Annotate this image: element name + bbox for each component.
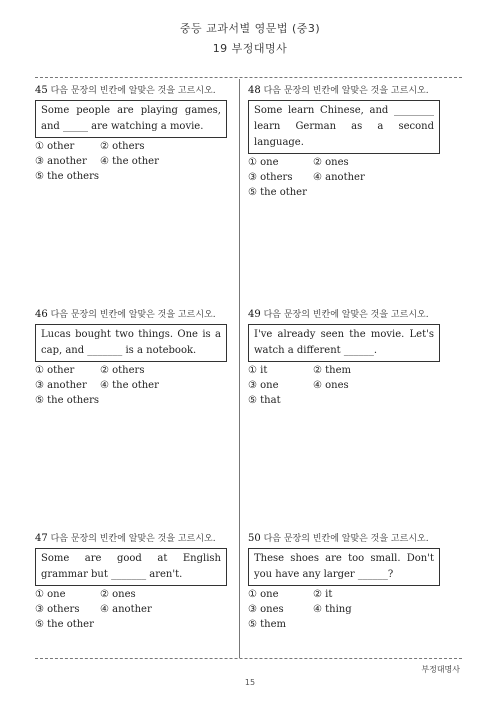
- question-header: [248, 307, 440, 320]
- answer-choice[interactable]: ④ another: [100, 604, 152, 615]
- answer-choice[interactable]: ② ones: [100, 589, 136, 600]
- question-number: 45: [35, 85, 48, 96]
- page-header: [0, 20, 500, 56]
- answer-choice[interactable]: ③ another: [35, 380, 87, 391]
- page-number: 15: [244, 678, 256, 687]
- answer-choice[interactable]: ③ others: [248, 172, 293, 183]
- answer-choice[interactable]: ④ the other: [100, 156, 159, 167]
- question-45: [35, 83, 227, 184]
- answer-choice[interactable]: ① other: [35, 141, 75, 152]
- question-number: 49: [248, 309, 261, 320]
- question-number: 48: [248, 85, 261, 96]
- question-header: [35, 83, 227, 96]
- footer-section-label: 부정대명사: [421, 665, 460, 674]
- answer-choice[interactable]: ⑤ the other: [35, 619, 94, 630]
- answer-choice[interactable]: ② others: [100, 365, 145, 376]
- answer-choice[interactable]: ⑤ the others: [35, 171, 100, 182]
- answer-choice[interactable]: ② ones: [313, 157, 349, 168]
- question-number: 50: [248, 533, 261, 544]
- answer-choice[interactable]: ① one: [35, 589, 66, 600]
- answer-choices: [248, 155, 440, 200]
- question-sentence-box: Some are good at English grammar but _______ aren't.: [35, 548, 227, 586]
- question-sentence-box: Lucas bought two things. One is a cap, and _______ is a notebook.: [35, 324, 227, 362]
- question-instruction: 다음 문장의 빈칸에 알맞은 것을 고르시오.: [263, 534, 429, 544]
- question-header: [35, 531, 227, 544]
- answer-choice[interactable]: ④ ones: [313, 380, 349, 391]
- answer-choice[interactable]: ① it: [248, 365, 268, 376]
- answer-choice[interactable]: ③ others: [35, 604, 80, 615]
- page-title: 중등 교과서별 영문법 (중3): [179, 22, 321, 35]
- answer-choice[interactable]: ② it: [313, 589, 333, 600]
- question-49: [248, 307, 440, 408]
- question-number: 46: [35, 309, 48, 320]
- question-instruction: 다음 문장의 빈칸에 알맞은 것을 고르시오.: [263, 310, 429, 320]
- question-number: 47: [35, 533, 48, 544]
- question-sentence-box: I've already seen the movie. Let's watch a different ______.: [248, 324, 440, 362]
- answer-choice[interactable]: ⑤ that: [248, 395, 281, 406]
- answer-choices: [248, 363, 440, 408]
- question-46: [35, 307, 227, 408]
- answer-choice[interactable]: ⑤ the others: [35, 395, 100, 406]
- column-divider: [239, 79, 240, 658]
- answer-choice[interactable]: ① one: [248, 157, 279, 168]
- answer-choices: [35, 363, 227, 408]
- answer-choice[interactable]: ④ another: [313, 172, 365, 183]
- answer-choice[interactable]: ① other: [35, 365, 75, 376]
- answer-choice[interactable]: ⑤ the other: [248, 187, 307, 198]
- question-instruction: 다음 문장의 빈칸에 알맞은 것을 고르시오.: [263, 86, 429, 96]
- section-title: 19 부정대명사: [212, 42, 288, 55]
- answer-choice[interactable]: ③ ones: [248, 604, 284, 615]
- question-47: [35, 531, 227, 632]
- question-48: [248, 83, 440, 200]
- question-50: [248, 531, 440, 632]
- answer-choice[interactable]: ⑤ them: [248, 619, 287, 630]
- answer-choice[interactable]: ③ one: [248, 380, 279, 391]
- answer-choices: [248, 587, 440, 632]
- question-instruction: 다음 문장의 빈칸에 알맞은 것을 고르시오.: [50, 86, 216, 96]
- answer-choices: [35, 139, 227, 184]
- answer-choice[interactable]: ④ thing: [313, 604, 352, 615]
- bottom-dashed-rule: [35, 658, 462, 659]
- answer-choice[interactable]: ① one: [248, 589, 279, 600]
- top-dashed-rule: [35, 77, 462, 78]
- question-sentence-box: These shoes are too small. Don't you have any larger ______?: [248, 548, 440, 586]
- answer-choices: [35, 587, 227, 632]
- question-header: [35, 307, 227, 320]
- answer-choice[interactable]: ④ the other: [100, 380, 159, 391]
- question-sentence-box: Some people are playing games, and _____ are watching a movie.: [35, 100, 227, 138]
- answer-choice[interactable]: ③ another: [35, 156, 87, 167]
- question-instruction: 다음 문장의 빈칸에 알맞은 것을 고르시오.: [50, 310, 216, 320]
- question-header: [248, 531, 440, 544]
- question-sentence-box: Some learn Chinese, and ________ learn German as a second language.: [248, 100, 440, 154]
- answer-choice[interactable]: ② them: [313, 365, 352, 376]
- question-header: [248, 83, 440, 96]
- question-instruction: 다음 문장의 빈칸에 알맞은 것을 고르시오.: [50, 534, 216, 544]
- answer-choice[interactable]: ② others: [100, 141, 145, 152]
